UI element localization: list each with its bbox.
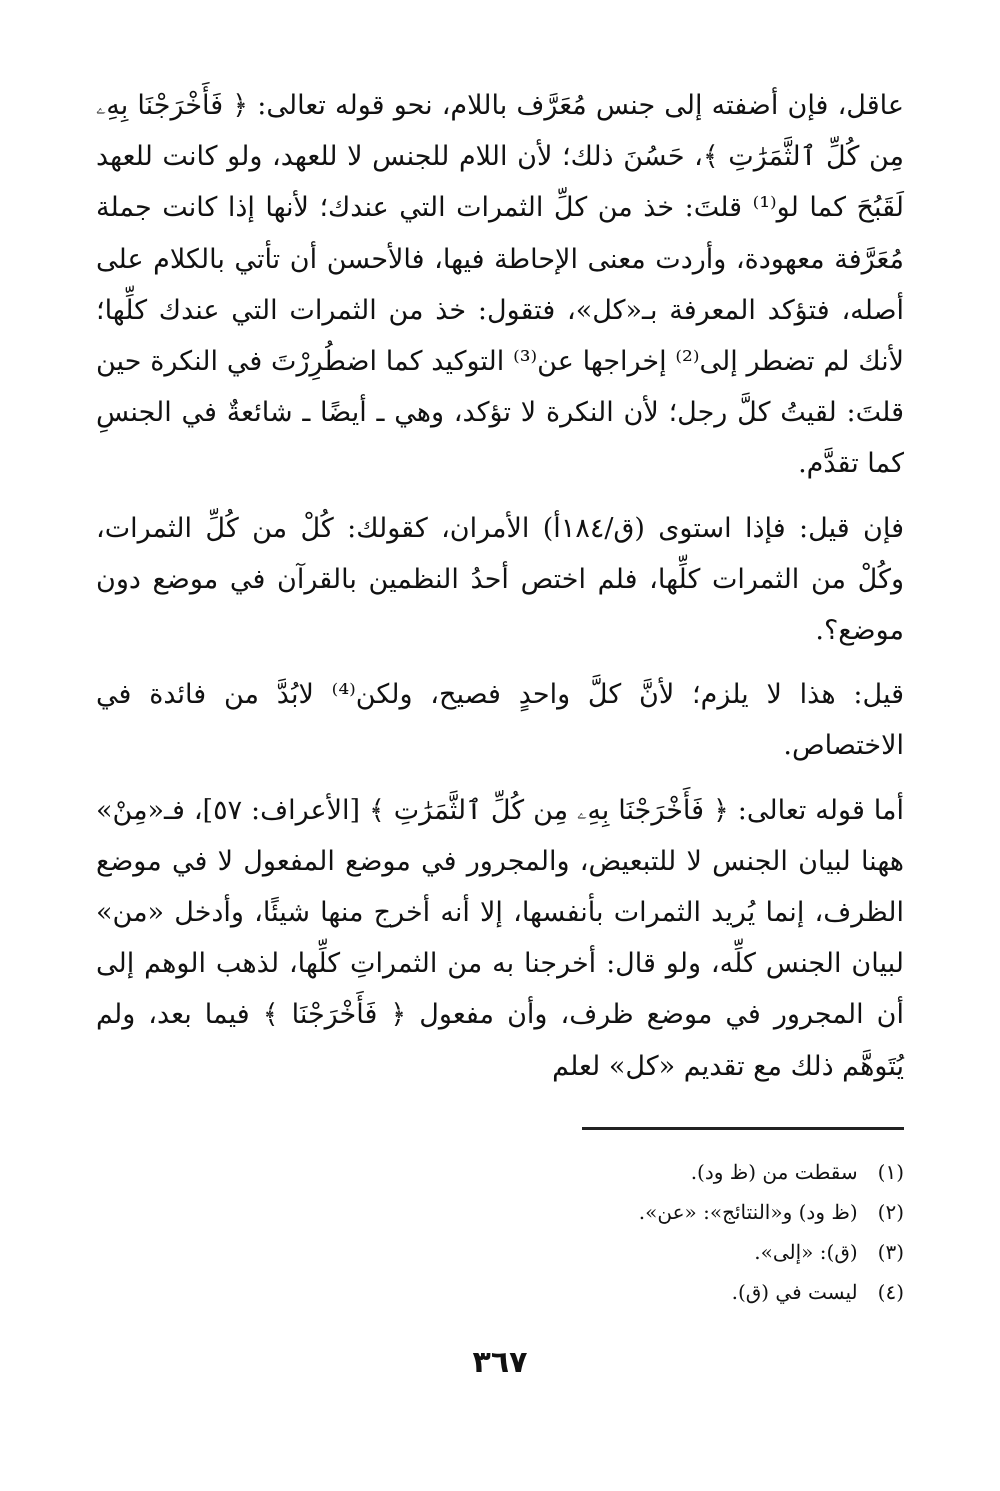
footnote-number: (١) <box>877 1160 904 1184</box>
footnote-number: (٢) <box>877 1200 904 1224</box>
footnote-separator <box>582 1127 904 1130</box>
paragraph-4: أما قوله تعالى: ﴿ فَأَخْرَجْنَا بِهِۦ مِن كُلِّ ٱلثَّمَرَٰتِ ﴾ [الأعراف: ٥٧]، فـ«مِنْ» ههنا لبيان الجنس لا للتبعيض، والمجرور في موضع المفعول لا في موضع الظرف، إنما يُريد الثمرات بأنفسها، إلا أنه أخرج منها شيئًا، وأدخل «من» لبيان الجنس كلِّه، ولو قال: أخرجنا به من الثمراتِ كلِّها، لذهب الوهم إلى أن المجرور في موضع ظرف، وأن مفعول ﴿ فَأَخْرَجْنَا ﴾ فيما بعد، ولم يُتَوهَّم ذلك مع تقديم «كل» لعلم <box>96 794 904 1082</box>
footnotes <box>440 1152 904 1312</box>
page-number: ٣٦٧ <box>472 1345 528 1380</box>
footnote-text: ليست في (ق). <box>731 1280 858 1304</box>
footnote-2 <box>440 1192 904 1232</box>
paragraph-1: عاقل، فإن أضفته إلى جنس مُعَرَّف باللام، نحو قوله تعالى: ﴿ فَأَخْرَجْنَا بِهِۦ مِن كُلِّ ٱلثَّمَرَٰتِ ﴾، حَسُنَ ذلك؛ لأن اللام للجنس لا للعهد، ولو كانت للعهد لَقَبُحَ كما لو⁽¹⁾ قلتَ: خذ من كلِّ الثمرات التي عندك؛ لأنها إذا كانت جملة مُعَرَّفة معهودة، وأردت معنى الإحاطة فيها، فالأحسن أن تأتي بالكلام على أصله، فتؤكد المعرفة بـ«كل»، فتقول: خذ من الثمرات التي عندك كلِّها؛ لأنك لم تضطر إلى⁽²⁾ إخراجها عن⁽³⁾ التوكيد كما اضطُرِرْتَ في النكرة حين قلتَ: لقيتُ كلَّ رجل؛ لأن النكرة لا تؤكد، وهي ـ أيضًا ـ شائعةٌ في الجنسِ كما تقدَّم. <box>96 90 904 480</box>
footnote-text: سقطت من (ظ ود). <box>690 1160 858 1184</box>
footnote-text: (ظ ود) و«النتائج»: «عن». <box>638 1200 858 1224</box>
footnote-3 <box>440 1232 904 1272</box>
footnote-number: (٣) <box>877 1240 904 1264</box>
footnote-text: (ق): «إلى». <box>754 1240 858 1264</box>
paragraph-3: قيل: هذا لا يلزم؛ لأنَّ كلَّ واحدٍ فصيح، ولكن⁽⁴⁾ لابُدَّ من فائدة في الاختصاص. <box>96 679 904 762</box>
main-text <box>96 80 904 1105</box>
footnote-4 <box>440 1272 904 1312</box>
paragraph-2: فإن قيل: فإذا استوى (ق/١٨٤أ) الأمران، كقولك: كُلْ من كُلِّ الثمرات، وكُلْ من الثمرات كلِّها، فلم اختص أحدُ النظمين بالقرآن في موضع دون موضع؟. <box>96 512 905 647</box>
footnote-number: (٤) <box>877 1280 904 1304</box>
footnote-1 <box>440 1152 904 1192</box>
